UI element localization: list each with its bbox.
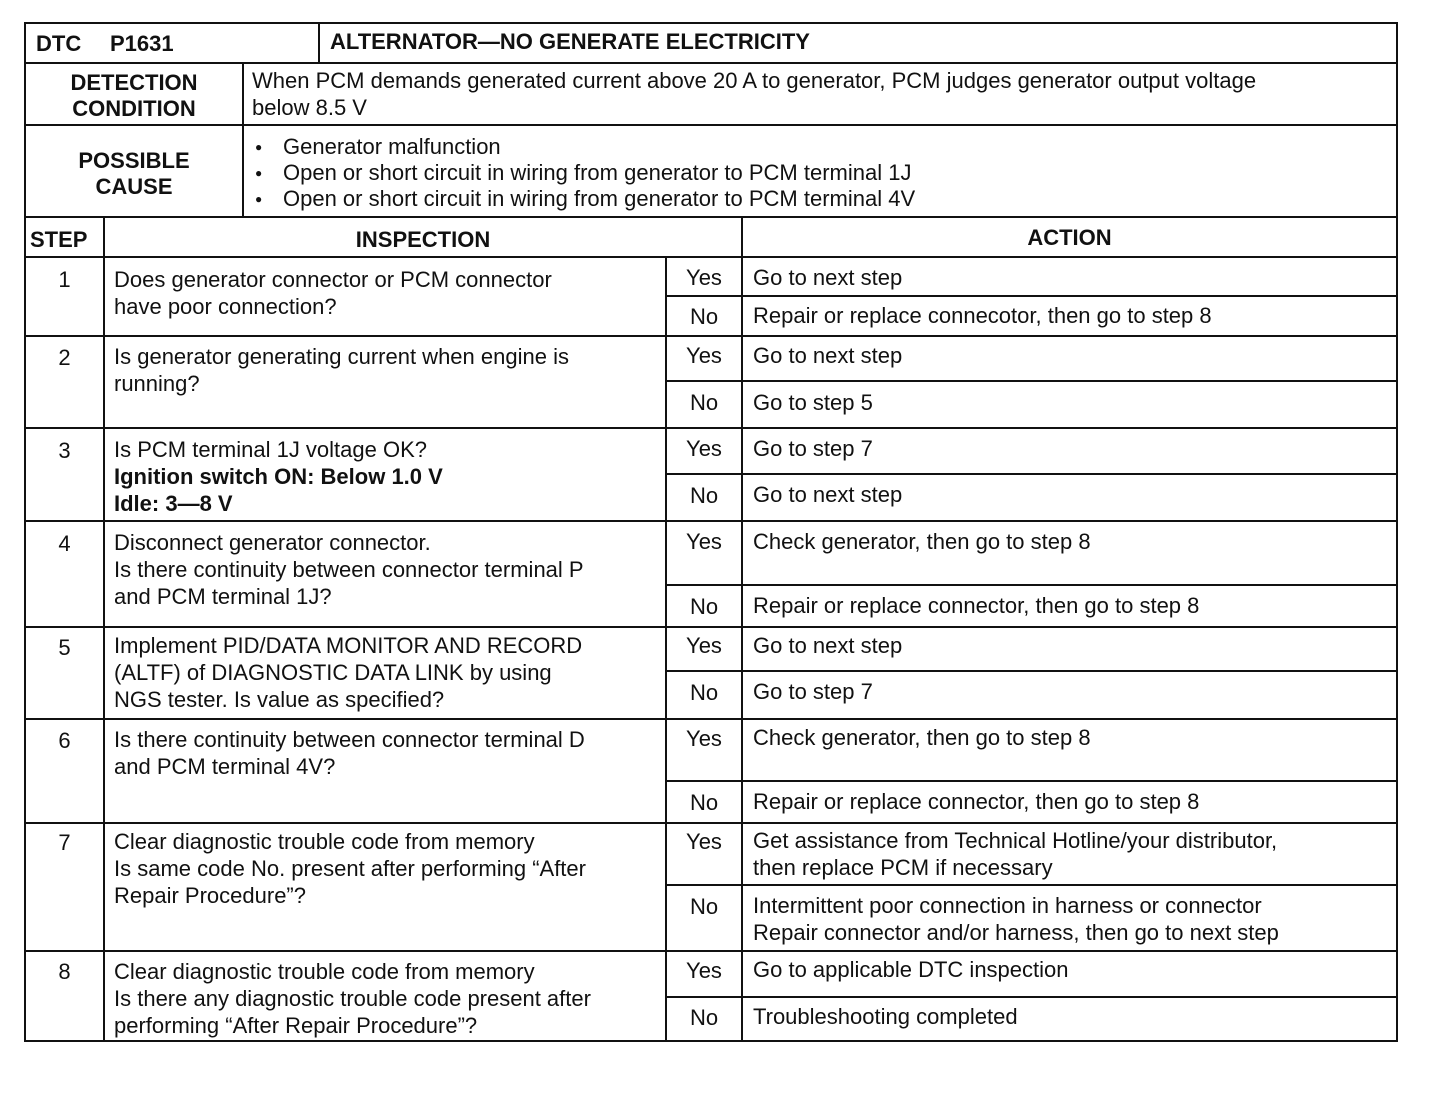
step-number: 5	[58, 635, 71, 660]
yes-label: Yes	[686, 343, 722, 368]
cause-item: ● Open or short circuit in wiring from generator to PCM terminal 1J	[283, 160, 911, 187]
yes-action: Go to next step	[753, 343, 903, 368]
dtc-table	[24, 22, 1398, 1042]
step-number: 6	[58, 728, 71, 753]
yes-label: Yes	[686, 436, 722, 461]
yes-label: Yes	[686, 958, 722, 983]
subrow-divider	[665, 584, 1396, 586]
subrow-divider	[665, 996, 1396, 998]
cause-item: ● Generator malfunction	[283, 134, 501, 161]
inspection-text: Is PCM terminal 1J voltage OK?	[114, 437, 428, 462]
inspection-text: and PCM terminal 1J?	[114, 584, 332, 609]
inspection-text: and PCM terminal 4V?	[114, 754, 336, 779]
inspection-text: Repair Procedure”?	[114, 883, 306, 908]
yes-label: Yes	[686, 529, 722, 554]
no-action: Go to step 5	[753, 390, 873, 415]
page-title: ALTERNATOR—NO GENERATE ELECTRICITY	[330, 29, 810, 54]
col-divider	[103, 216, 105, 1040]
step-number: 8	[58, 959, 71, 984]
detection-text-line1: When PCM demands generated current above 20 A to generator, PCM judges generator output voltage	[252, 68, 1257, 93]
col-divider	[741, 216, 743, 1040]
no-label: No	[689, 304, 719, 329]
no-action: Intermittent poor connection in harness or connector	[753, 893, 1262, 918]
yes-action: Get assistance from Technical Hotline/your distributor,	[753, 828, 1278, 853]
yes-label: Yes	[686, 829, 722, 854]
no-label: No	[689, 894, 719, 919]
yes-action: Check generator, then go to step 8	[753, 725, 1091, 750]
no-action: Repair or replace connector, then go to step 8	[753, 789, 1200, 814]
no-label: No	[689, 483, 719, 508]
row-divider	[26, 520, 1396, 522]
col-divider	[318, 24, 320, 62]
detection-text-line2: below 8.5 V	[252, 95, 367, 120]
subrow-divider	[665, 670, 1396, 672]
inspection-text: Implement PID/DATA MONITOR AND RECORD	[114, 633, 583, 658]
step-number: 3	[58, 438, 71, 463]
subrow-divider	[665, 780, 1396, 782]
step-number: 2	[58, 345, 71, 370]
inspection-text: Is there continuity between connector terminal D	[114, 727, 585, 752]
row-divider	[26, 62, 1396, 64]
subrow-divider	[665, 884, 1396, 886]
no-action: Repair connector and/or harness, then go to next step	[753, 920, 1279, 945]
row-divider	[26, 124, 1396, 126]
row-divider	[26, 822, 1396, 824]
yes-label: Yes	[686, 265, 722, 290]
inspection-text: Is generator generating current when engine is	[114, 344, 569, 369]
no-label: No	[689, 1005, 719, 1030]
step-number: 7	[58, 830, 71, 855]
inspection-text: NGS tester. Is value as specified?	[114, 687, 445, 712]
inspection-text: Clear diagnostic trouble code from memory	[114, 829, 535, 854]
row-divider	[26, 216, 1396, 218]
cause-item: ● Open or short circuit in wiring from generator to PCM terminal 4V	[283, 186, 915, 213]
col-divider	[242, 62, 244, 216]
dtc-label: DTC	[36, 31, 82, 56]
subrow-divider	[665, 380, 1396, 382]
possible-cause-label-line1: POSSIBLE	[78, 148, 190, 173]
column-header-inspection: INSPECTION	[355, 227, 491, 252]
detection-label-line1: DETECTION	[70, 70, 198, 95]
step-number: 4	[58, 531, 71, 556]
inspection-text: Clear diagnostic trouble code from memory	[114, 959, 535, 984]
row-divider	[26, 718, 1396, 720]
row-divider	[26, 626, 1396, 628]
column-header-step: STEP	[30, 227, 88, 252]
yes-action: Go to applicable DTC inspection	[753, 957, 1069, 982]
no-label: No	[689, 790, 719, 815]
no-label: No	[689, 594, 719, 619]
row-divider	[26, 335, 1396, 337]
no-action: Go to step 7	[753, 679, 873, 704]
yes-action: then replace PCM if necessary	[753, 855, 1053, 880]
column-header-action: ACTION	[1027, 225, 1112, 250]
detection-label-line2: CONDITION	[72, 96, 196, 121]
inspection-text: have poor connection?	[114, 294, 337, 319]
step-number: 1	[58, 267, 71, 292]
inspection-text: performing “After Repair Procedure”?	[114, 1013, 478, 1038]
inspection-spec: Ignition switch ON: Below 1.0 V	[114, 464, 443, 489]
yes-action: Check generator, then go to step 8	[753, 529, 1091, 554]
no-action: Repair or replace connector, then go to step 8	[753, 593, 1200, 618]
no-action: Repair or replace connecotor, then go to step 8	[753, 303, 1212, 328]
no-action: Troubleshooting completed	[753, 1004, 1018, 1029]
subrow-divider	[665, 473, 1396, 475]
no-action: Go to next step	[753, 482, 903, 507]
dtc-code: P1631	[110, 31, 174, 56]
inspection-spec: Idle: 3—8 V	[114, 491, 233, 516]
row-divider	[26, 950, 1396, 952]
inspection-text: running?	[114, 371, 200, 396]
yes-action: Go to step 7	[753, 436, 873, 461]
yes-label: Yes	[686, 633, 722, 658]
inspection-text: Is there any diagnostic trouble code present after	[114, 986, 591, 1011]
row-divider	[26, 256, 1396, 258]
possible-cause-label-line2: CAUSE	[95, 174, 173, 199]
subrow-divider	[665, 295, 1396, 297]
row-divider	[26, 427, 1396, 429]
no-label: No	[689, 390, 719, 415]
inspection-text: Is there continuity between connector terminal P	[114, 557, 584, 582]
yes-label: Yes	[686, 726, 722, 751]
yes-action: Go to next step	[753, 265, 903, 290]
inspection-text: Is same code No. present after performing “After	[114, 856, 586, 881]
yes-action: Go to next step	[753, 633, 903, 658]
inspection-text: Disconnect generator connector.	[114, 530, 431, 555]
inspection-text: Does generator connector or PCM connector	[114, 267, 552, 292]
inspection-text: (ALTF) of DIAGNOSTIC DATA LINK by using	[114, 660, 552, 685]
no-label: No	[689, 680, 719, 705]
